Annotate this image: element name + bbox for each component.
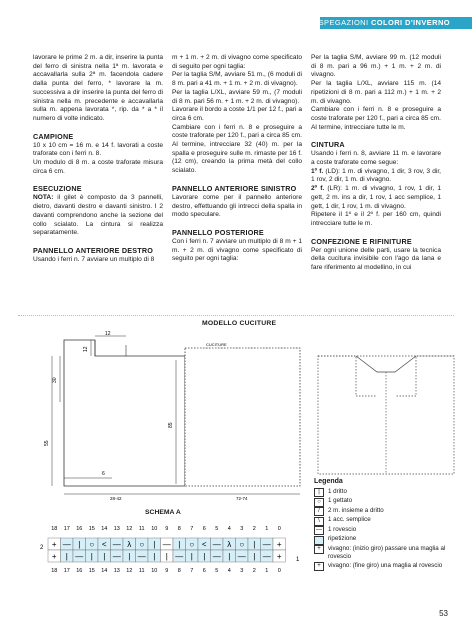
stitch-symbol: ○: [139, 540, 145, 549]
column-number: 0: [277, 568, 281, 574]
column-number: 14: [101, 568, 108, 574]
dim-back-width: 72-74: [236, 496, 248, 501]
stitch-symbol: —: [112, 540, 121, 549]
column-number: 3: [240, 568, 244, 574]
row-1-text: (LD): 1 m. di vivagno, 1 dir, 3 rov, 3 dir, 1 rov, 2 dir, 1 m. di vivagno.: [311, 167, 441, 184]
dim-total-height: 55: [44, 440, 50, 446]
legend-symbol: +: [314, 545, 324, 554]
front-panel-shape: [64, 340, 185, 486]
stitch-symbol: |: [103, 552, 106, 561]
paragraph: Lavorare il bordo a coste 1/1 per 12 f., pari a circa 6 cm.: [172, 106, 302, 122]
column-numbers-bottom: [51, 568, 281, 574]
stitch-symbol: <: [101, 540, 107, 549]
vest-sketch: [318, 356, 454, 474]
column-number: 10: [151, 568, 158, 574]
back-panel-shape: [185, 348, 300, 486]
row-1-paragraph: [311, 168, 441, 185]
paragraph: Ripetere il 1º e il 2º f. per 160 cm, quindi intrecciare tutte le m.: [311, 211, 441, 227]
column-2: [172, 54, 302, 264]
cuciture-label: CUCITURE: [206, 342, 227, 347]
paragraph: Per la taglia L/XL, avviare 59 m., (7 moduli di 8 m. pari 56 m. + 1 m. + 2 m. di vivagno).: [172, 88, 302, 105]
stitch-symbol: —: [62, 540, 71, 549]
stitch-symbol: |: [178, 540, 181, 549]
paragraph: Per la taglia S/M, avviare 51 m., (6 moduli di 8 m. pari a 41 m. + 1 m. + 2 m. di vivagno).: [172, 71, 302, 88]
stitch-symbol: λ: [227, 540, 232, 549]
column-number: 5: [215, 568, 219, 574]
heading-pannello-destro: PANNELLO ANTERIORE DESTRO: [33, 245, 154, 255]
dim-body-total: 85: [168, 422, 174, 428]
paragraph: lavorare le prime 2 m. a dir, inserire la punta del ferro di sinistra nella 1ª m. lavorata e accavallarla sulla 2ª m. facendola cadere dalla punta del ferro, * lavorare la m. successiva a dir inserire la punta del ferro di sinistra nella m. precedente e accavallarla sulla m. appena lavorata *, rip. da * a * il numero di volte indicato.: [33, 54, 163, 122]
paragraph: Usando i ferri n. 7 avviare un multiplo di 8: [33, 255, 155, 263]
stitch-symbol: |: [128, 552, 131, 561]
stitch-symbol: |: [253, 540, 256, 549]
legend-symbol: /: [314, 507, 324, 516]
legend-item: [314, 562, 454, 572]
row-2-paragraph: [311, 185, 441, 211]
paragraph: Un modulo di 8 m. a coste traforate misura circa 6 cm.: [33, 159, 163, 175]
stitch-symbol: |: [153, 552, 156, 561]
column-number: 17: [63, 568, 70, 574]
column-number: 6: [202, 568, 206, 574]
row-2-number: 2: [40, 545, 44, 551]
nota-paragraph: [33, 194, 163, 238]
stitch-symbol: |: [90, 552, 93, 561]
heading-esecuzione: ESECUZIONE: [33, 184, 82, 194]
paragraph: Con i ferri n. 7 avviare un multiplo di 8 m + 1 m. + 2 m. di vivagno come specificato di seguito per ogni taglia:: [172, 237, 302, 263]
stitch-symbol: +: [276, 552, 282, 561]
legend-label: 1 rovescio: [328, 525, 357, 533]
stitch-symbol: —: [175, 552, 184, 561]
legend-symbol: —: [316, 527, 322, 533]
legend-item: [314, 516, 454, 526]
column-number: 13: [113, 568, 120, 574]
paragraph: Per la taglia L/XL, avviare 115 m. (14 ripetizioni di 8 m. pari a 112 m.) + 1 m. + 2 m. di vivagno.: [311, 80, 441, 105]
paragraph: Cambiare con i ferri n. 8 e proseguire a coste traforate per 120 f., pari a circa 85 cm. Al termine, intrecciare tutte le m.: [311, 106, 441, 131]
section-divider: [18, 315, 454, 316]
paragraph: 10 x 10 cm = 16 m. e 14 f. lavorati a coste traforate con i ferri n. 8.: [33, 141, 163, 158]
legend-label: vivagno: (inizio giro) passare una maglia al rovescio: [328, 544, 446, 560]
column-number: 8: [177, 526, 181, 532]
stitch-symbol: —: [112, 552, 121, 561]
stitch-symbol: ○: [239, 540, 245, 549]
heading-campione: CAMPIONE: [33, 131, 74, 141]
stitch-symbol: +: [51, 552, 57, 561]
column-number: 2: [252, 526, 256, 532]
section-header: [0, 17, 472, 29]
column-number: 12: [126, 568, 133, 574]
column-number: 16: [76, 526, 83, 532]
column-number: 18: [51, 568, 58, 574]
column-number: 9: [165, 568, 169, 574]
legend-item: [314, 526, 454, 536]
stitch-symbol: —: [162, 540, 171, 549]
row-2-label: 2º f.: [311, 185, 325, 193]
nota-text: il gilet è composto da 3 pannelli, dietro, davanti destro e davanti sinistro. I 2 davanti comprendono anche la sezione del collo scialato. La cintura si realizza separatamente.: [33, 194, 163, 237]
header-suffix: COLORI D'INVERNO: [370, 18, 450, 27]
stitch-symbol: —: [237, 552, 246, 561]
paragraph: Per ogni unione delle parti, usare la tecnica della cucitura invisibile con l'ago da lana e fare riferimento al modellino, in cui: [311, 246, 441, 272]
column-number: 0: [277, 526, 281, 532]
column-number: 17: [63, 526, 70, 532]
legend-item: [314, 545, 454, 562]
column-number: 4: [227, 526, 231, 532]
legend-label: 1 dritto: [328, 487, 347, 495]
column-number: 9: [165, 526, 169, 532]
stitch-symbol: λ: [127, 540, 132, 549]
legend-symbol: +: [314, 562, 324, 571]
stitch-symbol: <: [201, 540, 207, 549]
legend-symbol: \: [314, 517, 324, 526]
stitch-symbol: +: [51, 540, 57, 549]
column-number: 8: [177, 568, 181, 574]
stitch-symbol: —: [75, 552, 84, 561]
legend-label: 2 m. insieme a dritto: [328, 506, 384, 514]
dim-top-width: 12: [105, 331, 111, 337]
heading-confezione: CONFEZIONE E RIFINITURE: [311, 236, 412, 246]
stitch-symbol: |: [78, 540, 81, 549]
legend-title: Legenda: [314, 478, 343, 485]
stitch-symbol: ○: [189, 540, 195, 549]
dim-front-width: 28-42: [110, 496, 122, 501]
schema-title: SCHEMA A: [145, 509, 181, 516]
legend-item: [314, 497, 454, 507]
column-number: 18: [51, 526, 58, 532]
stitch-symbol: |: [165, 552, 168, 561]
paragraph: m + 1 m. + 2 m. di vivagno come specificato di seguito per ogni taglia:: [172, 54, 302, 70]
legend-label: vivagno: (fine giro) una maglia al rovescio: [328, 561, 443, 569]
column-number: 7: [190, 568, 194, 574]
dim-body-upper: 30: [52, 377, 58, 383]
stitch-symbol: —: [262, 540, 271, 549]
diagram-title: MODELLO CUCITURE: [202, 320, 277, 327]
column-number: 4: [227, 568, 231, 574]
legend: [314, 478, 454, 571]
dim-rib-width: 6: [102, 471, 105, 477]
stitch-symbol: —: [262, 552, 271, 561]
row-1-label: 1º f.: [311, 167, 324, 175]
paragraph: Cambiare con i ferri n. 8 e proseguire a coste traforate per 120 f., pari a circa 85 cm. Al termine, intrecciare 32 (40) m. per la spalla e proseguire sulle m. rimaste per 16 f. (12 cm), creando la prima metà del collo scialato.: [172, 123, 302, 175]
column-number: 6: [202, 526, 206, 532]
stitch-grid: [48, 538, 286, 562]
column-number: 1: [265, 568, 269, 574]
stitch-symbol: |: [203, 552, 206, 561]
stitch-symbol: —: [212, 552, 221, 561]
paragraph: Usando i ferri n. 8, avviare 11 m. e lavorare a coste traforate come segue:: [311, 150, 441, 167]
dim-collar-height: 12: [83, 346, 89, 352]
column-number: 16: [76, 568, 83, 574]
legend-item: [314, 507, 454, 517]
stitch-symbol: |: [190, 552, 193, 561]
paragraph: Lavorare come per il pannello anteriore destro, effettuando gli intrecci della spalla in modo speculare.: [172, 193, 302, 219]
column-number: 5: [215, 526, 219, 532]
column-number: 15: [88, 526, 95, 532]
stitch-symbol: +: [276, 540, 282, 549]
stitch-symbol: |: [253, 552, 256, 561]
stitch-symbol: |: [153, 540, 156, 549]
heading-pannello-posteriore: PANNELLO POSTERIORE: [172, 227, 264, 237]
column-number: 14: [101, 526, 108, 532]
column-number: 11: [138, 568, 145, 574]
paragraph: Per la taglia S/M, avviare 99 m. (12 moduli di 8 m. pari a 96 m.) + 1 m. + 2 m. di vivagno.: [311, 54, 441, 79]
column-number: 12: [126, 526, 133, 532]
column-3: [311, 54, 441, 273]
stitch-symbol: |: [65, 552, 68, 561]
legend-symbol: ○: [314, 498, 324, 507]
legend-item: [314, 535, 454, 545]
column-number: 3: [240, 526, 244, 532]
legend-symbol: [314, 536, 324, 545]
column-number: 11: [138, 526, 145, 532]
column-number: 10: [151, 526, 158, 532]
stitch-symbol: ○: [89, 540, 95, 549]
header-text: [319, 17, 450, 29]
stitch-symbol: |: [228, 552, 231, 561]
column-number: 15: [88, 568, 95, 574]
stitch-symbol: —: [212, 540, 221, 549]
legend-item: [314, 488, 454, 498]
column-number: 1: [265, 526, 269, 532]
heading-cintura: CINTURA: [311, 140, 345, 150]
row-1-number: 1: [296, 557, 300, 563]
heading-pannello-sinistro: PANNELLO ANTERIORE SINISTRO: [172, 183, 297, 193]
header-prefix: SPEGAZIONI: [318, 18, 371, 27]
column-number: 7: [190, 526, 194, 532]
legend-label: 1 gettato: [328, 497, 353, 504]
column-number: 2: [252, 568, 256, 574]
row-2-text: (LR): 1 m. di vivagno, 1 rov, 1 dir, 1 gett, 2 m. ins a dir, 1 rov, 1 acc semplice, 1 gett, 1 dir, 1 rov, 1 m. di vivagno.: [311, 185, 441, 210]
column-numbers-top: [51, 526, 281, 532]
legend-label: ripetizione: [328, 535, 357, 542]
column-number: 13: [113, 526, 120, 532]
nota-label: NOTA:: [33, 194, 54, 202]
legend-items: [314, 488, 454, 572]
column-1: [33, 54, 163, 265]
legend-symbol: |: [314, 488, 324, 497]
stitch-symbol: —: [137, 552, 146, 561]
page-number: 53: [439, 609, 448, 618]
legend-label: 1 acc. semplice: [328, 516, 371, 523]
